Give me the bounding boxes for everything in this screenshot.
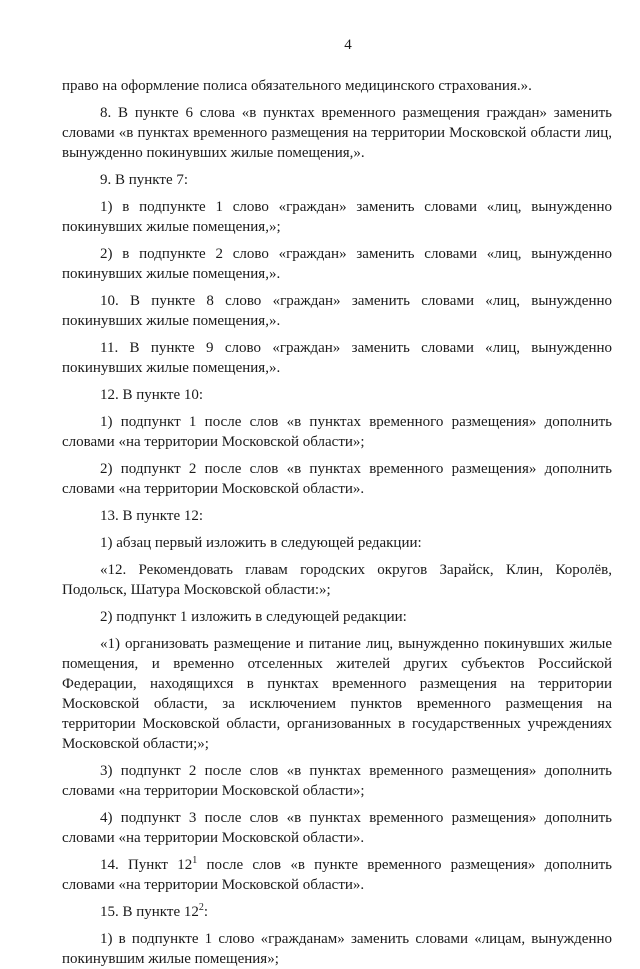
paragraph-item-14 — [62, 855, 612, 895]
paragraph-item-13-4: 4) подпункт 3 после слов «в пунктах временного размещения» дополнить словами «на территории Московской области». — [62, 810, 612, 846]
paragraph-item-15-1: 1) в подпункте 1 слово «гражданам» заменить словами «лицам, вынужденно покинувшим жилые помещения»; — [62, 931, 612, 967]
page-number: 4 — [344, 37, 352, 53]
paragraph-item-15-after: : — [203, 904, 209, 920]
paragraph-item-14-after: после слов «в пункте временного размещения» дополнить словами «на территории Московской области». — [62, 857, 612, 893]
paragraph-item-8: 8. В пункте 6 слова «в пунктах временного размещения граждан» заменить словами «в пунктах временного размещения на территории Московской области лиц, вынужденно покинувших жилые помещения,». — [62, 105, 612, 161]
paragraph-item-12-1: 1) подпункт 1 после слов «в пунктах временного размещения» дополнить словами «на территории Московской области»; — [62, 414, 612, 450]
paragraph-item-10: 10. В пункте 8 слово «граждан» заменить словами «лиц, вынужденно покинувших жилые помещения,». — [62, 293, 612, 329]
paragraph-item-9-2: 2) в подпункте 2 слово «граждан» заменить словами «лиц, вынужденно покинувших жилые помещения,». — [62, 246, 612, 282]
paragraph-item-9-1: 1) в подпункте 1 слово «граждан» заменить словами «лиц, вынужденно покинувших жилые помещения,»; — [62, 199, 612, 235]
paragraph-item-13-1: 1) абзац первый изложить в следующей редакции: — [100, 535, 422, 551]
superscript-2: 2 — [198, 902, 204, 913]
paragraph-item-9: 9. В пункте 7: — [100, 172, 189, 188]
paragraph-item-12: 12. В пункте 10: — [100, 387, 204, 403]
paragraph-item-11: 11. В пункте 9 слово «граждан» заменить словами «лиц, вынужденно покинувших жилые помещения,». — [62, 340, 612, 376]
paragraph-item-14-before: 14. Пункт 12 — [100, 857, 193, 873]
superscript-1: 1 — [192, 855, 198, 866]
paragraph-continuation: право на оформление полиса обязательного медицинского страхования.». — [62, 78, 532, 94]
paragraph-item-15 — [62, 902, 612, 922]
paragraph-item-13-3: 3) подпункт 2 после слов «в пунктах временного размещения» дополнить словами «на территории Московской области»; — [62, 763, 612, 799]
paragraph-item-13: 13. В пункте 12: — [100, 508, 204, 524]
paragraph-item-13-2-text: «1) организовать размещение и питание лиц, вынужденно покинувших жилые помещения, и временно отселенных жителей других субъектов Российской Федерации, находящихся в пунктах временного размещения на территории Московской области, за исключением пунктов временного размещения на территории Московской области, организованных в государственных учреждениях Московской области;»; — [62, 636, 612, 752]
paragraph-item-12-2: 2) подпункт 2 после слов «в пунктах временного размещения» дополнить словами «на территории Московской области». — [62, 461, 612, 497]
paragraph-item-13-2: 2) подпункт 1 изложить в следующей редакции: — [100, 609, 407, 625]
paragraph-item-15-before: 15. В пункте 12 — [100, 904, 199, 920]
document-body — [62, 76, 612, 969]
paragraph-item-13-1-text: «12. Рекомендовать главам городских округов Зарайск, Клин, Королёв, Подольск, Шатура Московской области:»; — [62, 562, 612, 598]
